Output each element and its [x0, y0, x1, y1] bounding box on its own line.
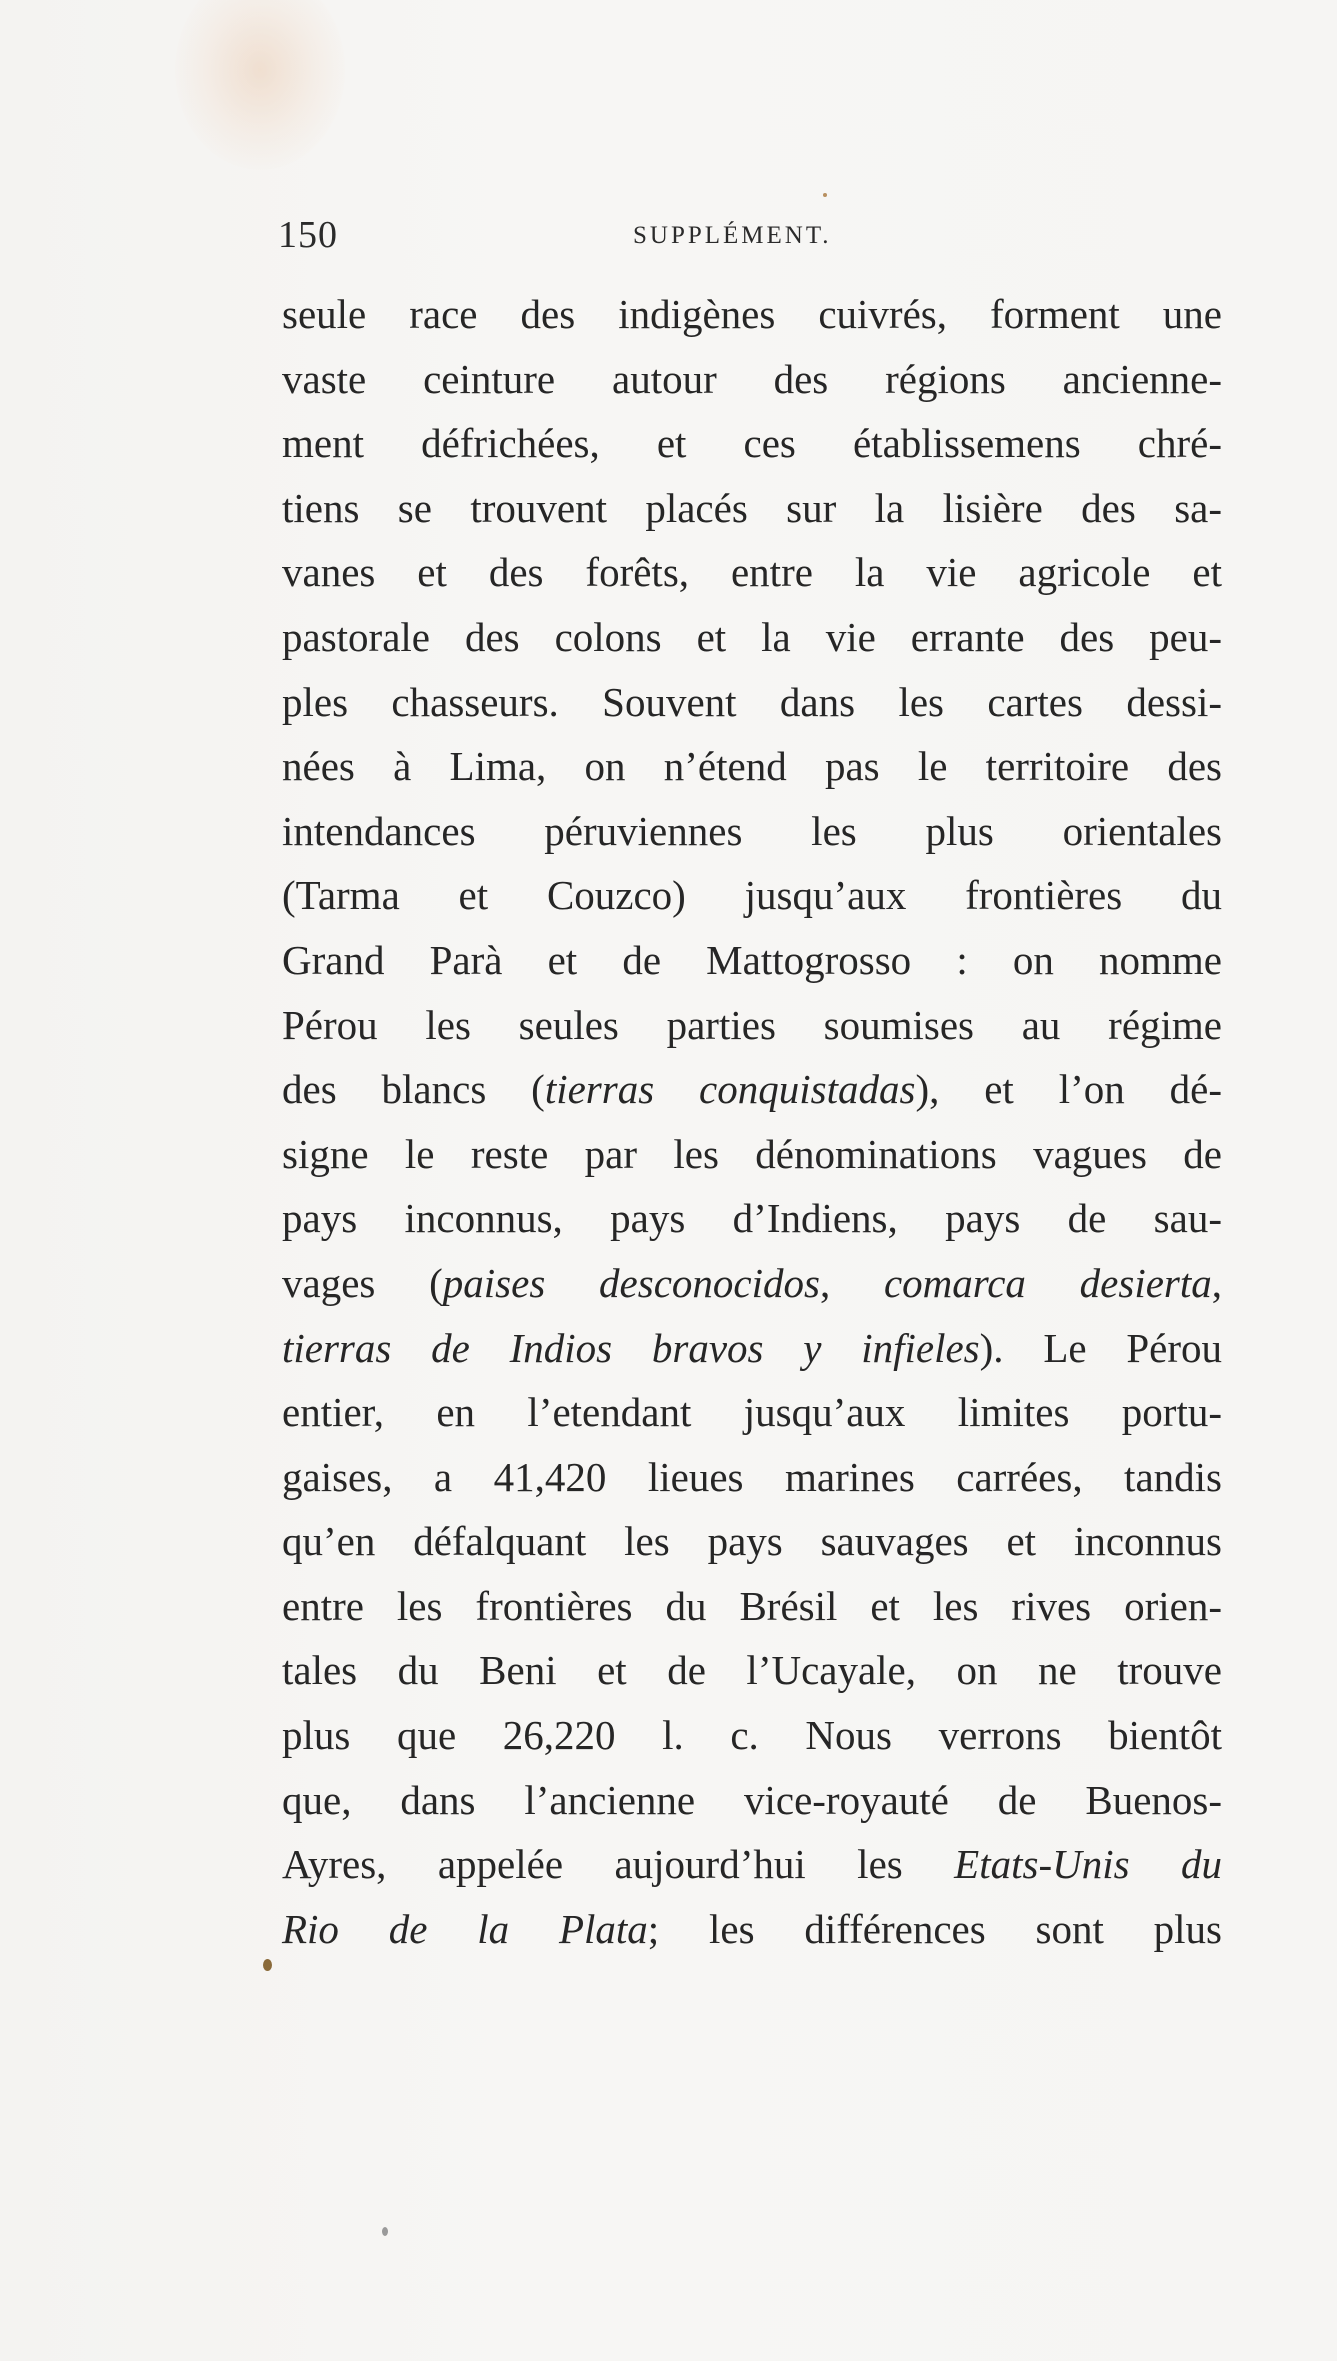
text-line — [282, 1574, 1222, 1639]
page-number: 150 — [278, 214, 338, 256]
text-span: des blancs ( — [282, 1066, 545, 1113]
text-line — [282, 282, 1222, 347]
text-span: qu’en défalquant les pays sauvages et inconnus — [282, 1518, 1222, 1565]
text-span: plus que 26,220 l. c. Nous verrons bientôt — [282, 1712, 1222, 1759]
text-span: (Tarma et Couzco) jusqu’aux frontières du — [282, 872, 1222, 919]
text-line — [282, 1832, 1222, 1897]
text-span: vages ( — [282, 1259, 443, 1306]
text-span: ; les différences sont plus — [647, 1905, 1222, 1952]
text-line — [282, 1122, 1222, 1187]
text-span: Pérou les seules parties soumises au régime — [282, 1001, 1222, 1048]
text-line — [282, 1638, 1222, 1703]
text-span: ment défrichées, et ces établissemens chré- — [282, 420, 1222, 467]
italic-text-span: tierras conquistadas — [544, 1066, 916, 1113]
text-line — [282, 863, 1222, 928]
text-line — [282, 670, 1222, 735]
text-span: Ayres, appelée aujourd’hui les — [282, 1841, 955, 1888]
text-line — [282, 540, 1222, 605]
text-span: pastorale des colons et la vie errante des peu- — [282, 613, 1222, 660]
text-line — [282, 1380, 1222, 1445]
text-span: intendances péruviennes les plus orientales — [282, 807, 1222, 854]
text-span: vanes et des forêts, entre la vie agricole et — [282, 549, 1222, 596]
text-line — [282, 1768, 1222, 1833]
text-line — [282, 1251, 1222, 1316]
ink-speck — [823, 193, 827, 197]
text-line — [282, 347, 1222, 412]
text-span: signe le reste par les dénominations vagues de — [282, 1130, 1222, 1177]
text-span: entre les frontières du Brésil et les rives orien- — [282, 1582, 1222, 1629]
text-line — [282, 1316, 1222, 1381]
body-text — [282, 282, 1222, 1961]
text-line — [282, 411, 1222, 476]
text-line — [282, 1703, 1222, 1768]
text-span: gaises, a 41,420 lieues marines carrées, tandis — [282, 1453, 1222, 1500]
text-span: que, dans l’ancienne vice-royauté de Buenos- — [282, 1776, 1222, 1823]
text-span: entier, en l’etendant jusqu’aux limites portu- — [282, 1389, 1222, 1436]
text-span: tales du Beni et de l’Ucayale, on ne trouve — [282, 1647, 1222, 1694]
italic-text-span: comarca desierta — [883, 1259, 1212, 1306]
text-span: ples chasseurs. Souvent dans les cartes dessi- — [282, 678, 1222, 725]
text-line — [282, 1445, 1222, 1510]
text-span: Grand Parà et de Mattogrosso : on nomme — [282, 936, 1222, 983]
text-line — [282, 605, 1222, 670]
text-line — [282, 928, 1222, 993]
text-line — [282, 1509, 1222, 1574]
running-head: SUPPLÉMENT. — [633, 222, 832, 249]
text-line — [282, 1057, 1222, 1122]
page-header — [278, 205, 1218, 265]
text-line — [282, 799, 1222, 864]
text-span: nées à Lima, on n’étend pas le territoire des — [282, 743, 1222, 790]
italic-text-span: tierras de Indios bravos y infieles — [282, 1324, 980, 1371]
text-line — [282, 476, 1222, 541]
text-span: pays inconnus, pays d’Indiens, pays de sau- — [282, 1195, 1222, 1242]
italic-text-span: Etats-Unis du — [954, 1841, 1222, 1888]
text-line — [282, 1186, 1222, 1251]
ink-speck — [382, 2227, 388, 2236]
text-span: ), et l’on dé- — [915, 1066, 1222, 1113]
text-span: , — [819, 1259, 884, 1306]
text-span: , — [1211, 1259, 1223, 1306]
text-line — [282, 734, 1222, 799]
text-span: ). Le Pérou — [979, 1324, 1222, 1371]
ink-speck — [263, 1959, 272, 1971]
text-line — [282, 1897, 1222, 1962]
text-line — [282, 993, 1222, 1058]
italic-text-span: Rio de la Plata — [282, 1905, 648, 1952]
paper-stain — [175, 0, 345, 170]
text-span: vaste ceinture autour des régions ancienne- — [282, 355, 1222, 402]
text-span: tiens se trouvent placés sur la lisière des sa- — [282, 484, 1222, 531]
text-span: seule race des indigènes cuivrés, forment une — [282, 291, 1222, 337]
italic-text-span: paises desconocidos — [442, 1259, 820, 1306]
